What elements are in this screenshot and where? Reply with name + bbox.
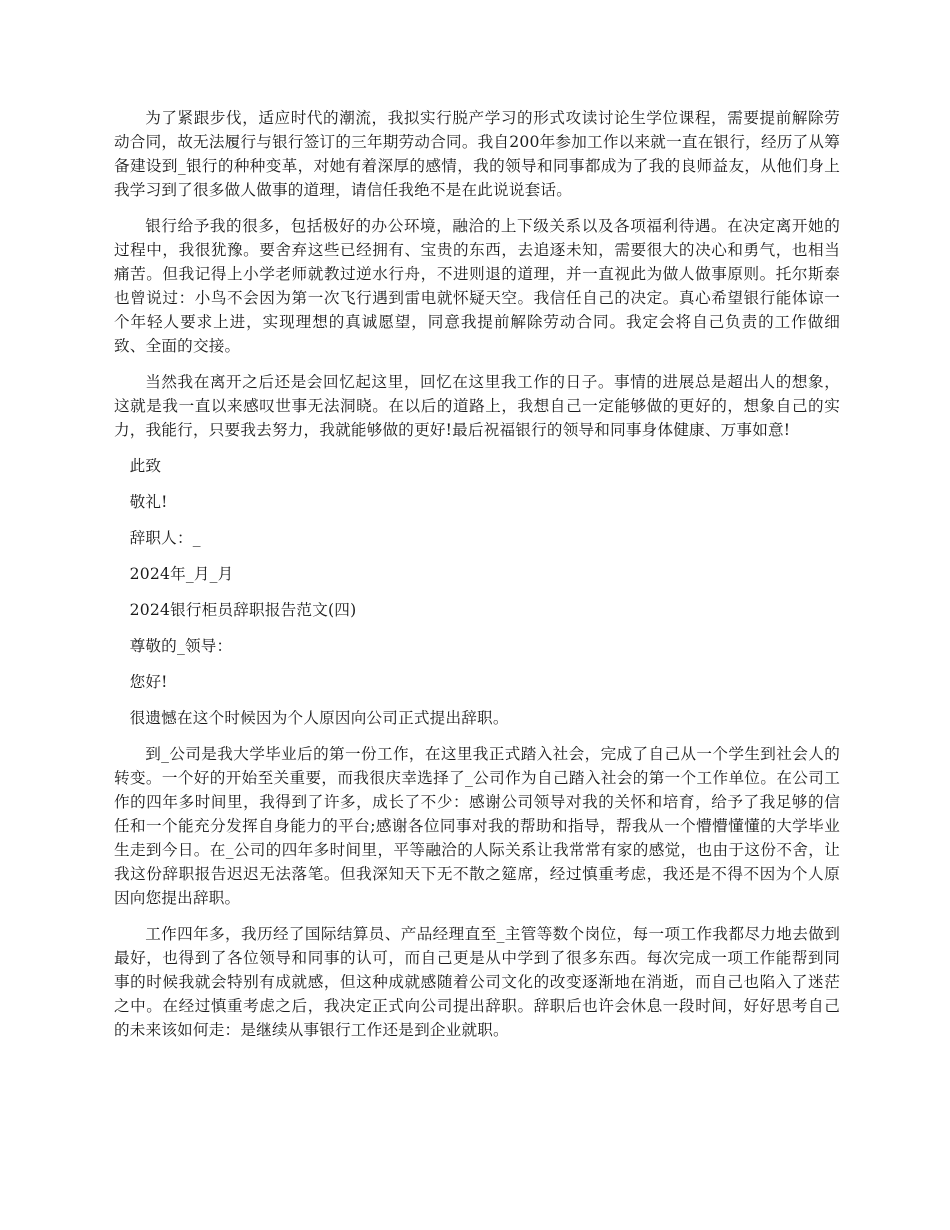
body-paragraph: 银行给予我的很多，包括极好的办公环境，融洽的上下级关系以及各项福利待遇。在决定离开她的过程中，我很犹豫。要舍弃这些已经拥有、宝贵的东西，去追逐未知，需要很大的决心和勇气，也相当痛苦。但我记得上小学老师就教过逆水行舟，不进则退的道理，并一直视此为做人做事原则。托尔斯泰也曾说过：小鸟不会因为第一次飞行遇到雷电就怀疑天空。我信任自己的决定。真心希望银行能体谅一个年轻人要求上进，实现理想的真诚愿望，同意我提前解除劳动合同。我定会将自己负责的工作做细致、全面的交接。	[114, 217, 840, 355]
body-paragraph: 工作四年多，我历经了国际结算员、产品经理直至_主管等数个岗位，每一项工作我都尽力地去做到最好，也得到了各位领导和同事的认可，而自己更是从中学到了很多东西。每次完成一项工作能帮到同事的时候我就会特别有成就感，但这种成就感随着公司文化的改变逐渐地在消逝，而自己也陷入了迷茫之中。在经过慎重考虑之后，我决定正式向公司提出辞职。辞职后也许会休息一段时间，好好思考自己的未来该如何走：是继续从事银行工作还是到企业就职。	[114, 925, 840, 1039]
body-paragraph: 到_公司是我大学毕业后的第一份工作，在这里我正式踏入社会，完成了自己从一个学生到社会人的转变。一个好的开始至关重要，而我很庆幸选择了_公司作为自己踏入社会的第一个工作单位。在公司工作的四年多时间里，我得到了许多，成长了不少：感谢公司领导对我的关怀和培育，给予了我足够的信任和一个能充分发挥自身能力的平台;感谢各位同事对我的帮助和指导，帮我从一个懵懵懂懂的大学毕业生走到今日。在_公司的四年多时间里，平等融洽的人际关系让我常常有家的感觉，也由于这份不舍，让我这份辞职报告迟迟无法落笔。但我深知天下无不散之筵席，经过慎重考虑，我还是不得不因为个人原因向您提出辞职。	[114, 745, 840, 907]
body-paragraph: 当然我在离开之后还是会回忆起这里，回忆在这里我工作的日子。事情的进展总是超出人的想象，这就是我一直以来感叹世事无法洞晓。在以后的道路上，我想自己一定能够做的更好的，想象自己的实力，我能行，只要我去努力，我就能够做的更好!最后祝福银行的领导和同事身体健康、万事如意!	[114, 373, 840, 439]
section-title: 2024银行柜员辞职报告范文(四)	[129, 601, 357, 619]
date-line: 2024年_月_月	[129, 565, 234, 583]
greeting-line: 您好!	[129, 673, 168, 691]
closing-line: 此致	[129, 457, 162, 475]
opening-line: 很遗憾在这个时候因为个人原因向公司正式提出辞职。	[129, 709, 509, 727]
body-paragraph: 为了紧跟步伐，适应时代的潮流，我拟实行脱产学习的形式攻读讨论生学位课程，需要提前解除劳动合同，故无法履行与银行签订的三年期劳动合同。我自200年参加工作以来就一直在银行，经历了从筹备建设到_银行的种种变革，对她有着深厚的感情，我的领导和同事都成为了我的良师益友，从他们身上我学习到了很多做人做事的道理，请信任我绝不是在此说说套话。	[114, 109, 840, 199]
salutation-line: 尊敬的_领导：	[129, 637, 233, 655]
document-body	[114, 106, 840, 1054]
signer-line: 辞职人：_	[129, 529, 201, 547]
closing-salute: 敬礼!	[129, 493, 168, 511]
